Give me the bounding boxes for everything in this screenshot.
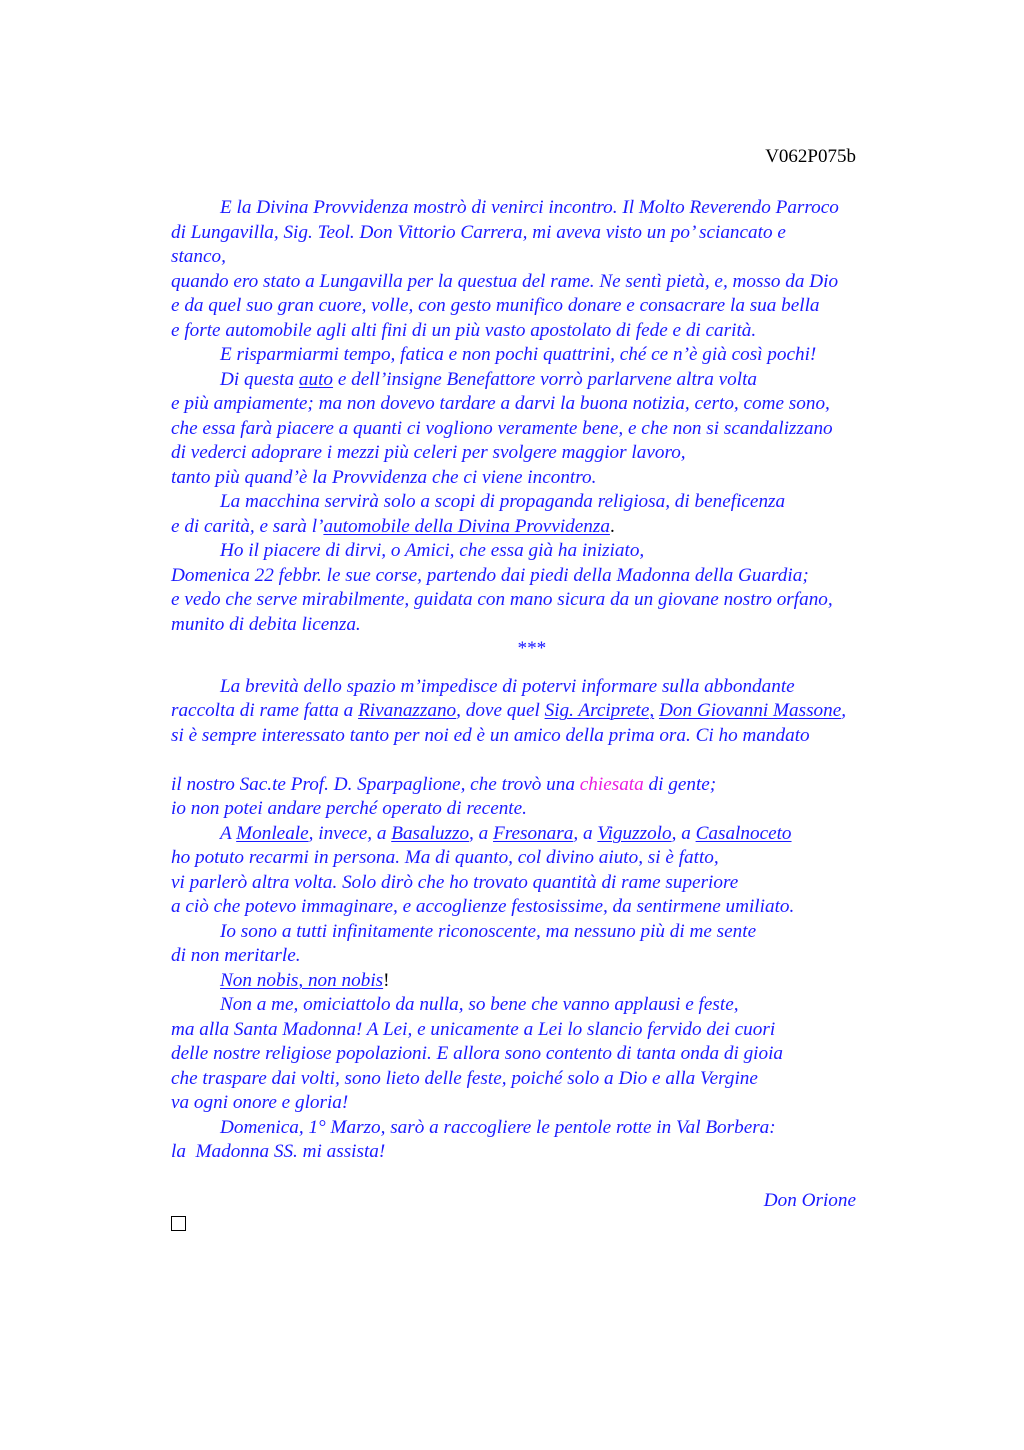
- p8-line: Io sono a tutti infinitamente riconoscente, ma nessuno più di me sente: [220, 920, 757, 942]
- p7-line: a ciò che potevo immaginare, e accoglienze festosissime, da sentirmene umiliato.: [171, 896, 795, 917]
- p5-line: Domenica 22 febbr. le sue corse, partendo dai piedi della Madonna della Guardia;: [171, 564, 809, 586]
- p6-line: raccolta di rame fatta a Rivanazzano, dove quel Sig. Arciprete, Don Giovanni Massone,: [171, 700, 847, 721]
- p6-line: io non potei andare perché operato di recente.: [171, 798, 527, 819]
- document-body: [171, 196, 931, 1231]
- rivanazzano-link[interactable]: Rivanazzano: [358, 700, 457, 721]
- p6-line: il nostro Sac.te Prof. D. Sparpaglione, che trovò una chiesata di gente;: [171, 773, 717, 795]
- p1-line: e da quel suo gran cuore, volle, con gesto munifico donare e consacrare la sua bella: [171, 295, 820, 316]
- p11-line: Domenica, 1° Marzo, sarò a raccogliere le pentole rotte in Val Borbera:: [220, 1116, 776, 1138]
- p10-line: va ogni onore e gloria!: [171, 1092, 349, 1113]
- p3-line: tanto più quand’è la Provvidenza che ci viene incontro.: [171, 466, 597, 488]
- p6-line: si è sempre interessato tanto per noi ed è un amico della prima ora. Ci ho mandato: [171, 724, 810, 746]
- chiesata-word: chiesata: [579, 773, 644, 795]
- p1-line: di Lungavilla, Sig. Teol. Don Vittorio Carrera, mi aveva visto un po’ sciancato e: [171, 221, 786, 243]
- p5-line: munito di debita licenza.: [171, 613, 361, 635]
- spacer: [171, 748, 931, 773]
- automobile-link[interactable]: automobile della Divina Provvidenza: [323, 515, 610, 537]
- arciprete-link[interactable]: Sig. Arciprete,: [544, 700, 655, 721]
- document-id: V062P075b: [765, 146, 856, 167]
- p9-line: Non nobis, non nobis!: [220, 969, 390, 991]
- p1-line: quando ero stato a Lungavilla per la questua del rame. Ne sentì pietà, e, mosso da Dio: [171, 270, 839, 292]
- p3-line: di vederci adoprare i mezzi più celeri per svolgere maggior lavoro,: [171, 442, 686, 463]
- massone-link[interactable]: Don Giovanni Massone: [659, 700, 842, 721]
- p5-line: e vedo che serve mirabilmente, guidata con mano sicura da un giovane nostro orfano,: [171, 589, 833, 610]
- p7-line: ho potuto recarmi in persona. Ma di quanto, col divino aiuto, si è fatto,: [171, 847, 719, 868]
- separator: ***: [516, 638, 546, 659]
- p1-line: E la Divina Provvidenza mostrò di venirci incontro. Il Molto Reverendo Parroco: [220, 197, 839, 218]
- checkbox-square-icon: [171, 1216, 186, 1231]
- p10-line: delle nostre religiose popolazioni. E allora sono contento di tanta onda di gioia: [171, 1043, 784, 1064]
- p1-line: e forte automobile agli alti fini di un più vasto apostolato di fede e di carità.: [171, 319, 757, 341]
- p8-line: di non meritarle.: [171, 945, 301, 966]
- p6-line: La brevità dello spazio m’impedisce di potervi informare sulla abbondante: [220, 675, 795, 697]
- p4-line: e di carità, e sarà l’automobile della Divina Provvidenza.: [171, 515, 615, 537]
- p10-line: Non a me, omiciattolo da nulla, so bene che vanno applausi e feste,: [220, 994, 739, 1015]
- basaluzzo-link[interactable]: Basaluzzo: [391, 822, 470, 844]
- p3-line: che essa farà piacere a quanti ci vogliono veramente bene, e che non si scandalizzano: [171, 417, 833, 439]
- monleale-link[interactable]: Monleale: [236, 822, 309, 844]
- signature: Don Orione: [763, 1190, 856, 1211]
- p5-line: Ho il piacere di dirvi, o Amici, che essa già ha iniziato,: [220, 540, 645, 561]
- p7-line: A Monleale, invece, a Basaluzzo, a Fresonara, a Viguzzolo, a Casalnoceto: [220, 822, 792, 844]
- p2-line: E risparmiarmi tempo, fatica e non pochi quattrini, ché ce n’è già così pochi!: [220, 344, 817, 365]
- spacer: [171, 1165, 931, 1190]
- p10-line: che traspare dai volti, sono lieto delle feste, poiché solo a Dio e alla Vergine: [171, 1067, 758, 1089]
- p10-line: ma alla Santa Madonna! A Lei, e unicamente a Lei lo slancio fervido dei cuori: [171, 1018, 776, 1040]
- viguzzolo-link[interactable]: Viguzzolo: [597, 822, 672, 844]
- auto-link[interactable]: auto: [298, 368, 334, 390]
- p3-line: Di questa auto e dell’insigne Benefattore vorrò parlarvene altra volta: [220, 368, 758, 390]
- spacer: [171, 662, 931, 675]
- casalnoceto-link[interactable]: Casalnoceto: [695, 822, 792, 844]
- p1-line: stanco,: [171, 246, 226, 267]
- p3-line: e più ampiamente; ma non dovevo tardare a darvi la buona notizia, certo, come sono,: [171, 393, 830, 414]
- p7-line: vi parlerò altra volta. Solo dirò che ho trovato quantità di rame superiore: [171, 871, 739, 893]
- fresonara-link[interactable]: Fresonara: [493, 822, 574, 844]
- p11-line: la Madonna SS. mi assista!: [171, 1141, 386, 1162]
- p4-line: La macchina servirà solo a scopi di propaganda religiosa, di beneficenza: [220, 491, 786, 512]
- non-nobis-link[interactable]: Non nobis, non nobis: [220, 969, 384, 991]
